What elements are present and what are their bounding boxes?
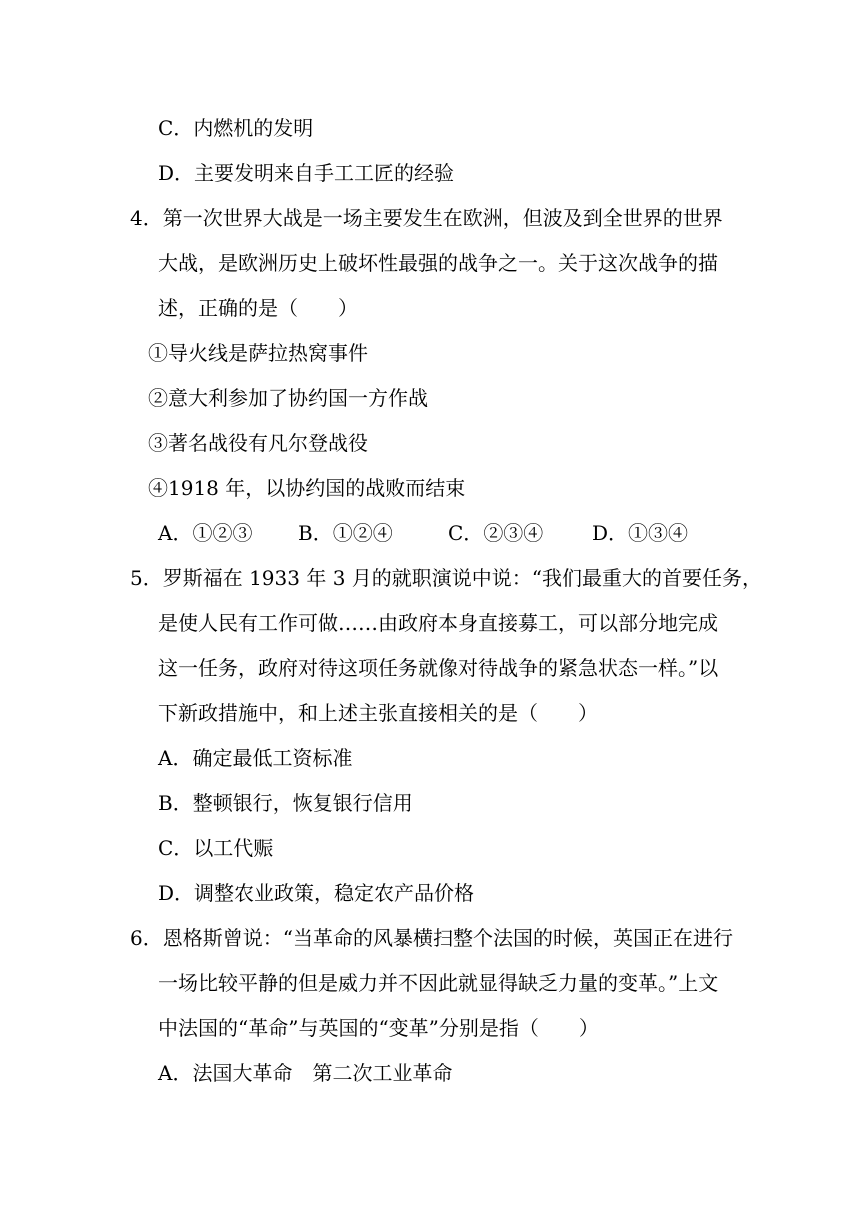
q5-stem-line-1: 5．罗斯福在 1933 年 3 月的就职演说中说：“我们最重大的首要任务， — [130, 566, 763, 590]
q4-statement-3: ③著名战役有凡尔登战役 — [148, 431, 368, 455]
q5-option-a: A．确定最低工资标准 — [158, 746, 353, 770]
q6-stem-line-2: 一场比较平静的但是威力并不因此就显得缺乏力量的变革。”上文 — [158, 971, 719, 995]
q4-stem-line-3: 述，正确的是（ ） — [158, 296, 358, 320]
q5-stem-line-4: 下新政措施中，和上述主张直接相关的是（ ） — [158, 701, 598, 725]
q4-option-b: B．①②④ — [298, 521, 393, 545]
q3-option-c: C．内燃机的发明 — [158, 116, 314, 140]
q6-stem-line-1: 6．恩格斯曾说：“当革命的风暴横扫整个法国的时候，英国正在进行 — [130, 926, 733, 950]
q5-stem-line-3: 这一任务，政府对待这项任务就像对待战争的紧急状态一样。”以 — [158, 656, 719, 680]
q4-statement-2: ②意大利参加了协约国一方作战 — [148, 386, 428, 410]
q4-stem-line-2: 大战，是欧洲历史上破坏性最强的战争之一。关于这次战争的描 — [158, 251, 718, 275]
q5-option-b: B．整顿银行，恢复银行信用 — [158, 791, 413, 815]
q4-statement-1: ①导火线是萨拉热窝事件 — [148, 341, 368, 365]
q5-option-d: D．调整农业政策，稳定农产品价格 — [158, 881, 475, 905]
q4-statement-4: ④1918 年，以协约国的战败而结束 — [148, 476, 466, 500]
q4-option-c: C．②③④ — [448, 521, 544, 545]
q4-option-a: A．①②③ — [158, 521, 253, 545]
q4-stem-line-1: 4．第一次世界大战是一场主要发生在欧洲，但波及到全世界的世界 — [130, 206, 723, 230]
q3-option-d: D．主要发明来自手工工匠的经验 — [158, 161, 455, 185]
q5-stem-line-2: 是使人民有工作可做……由政府本身直接募工，可以部分地完成 — [158, 611, 718, 635]
q4-option-d: D．①③④ — [592, 521, 689, 545]
q5-option-c: C．以工代赈 — [158, 836, 274, 860]
q4-options-row — [0, 521, 860, 545]
q6-option-a: A．法国大革命 第二次工业革命 — [158, 1061, 453, 1085]
q6-stem-line-3: 中法国的“革命”与英国的“变革”分别是指（ ） — [158, 1016, 599, 1040]
